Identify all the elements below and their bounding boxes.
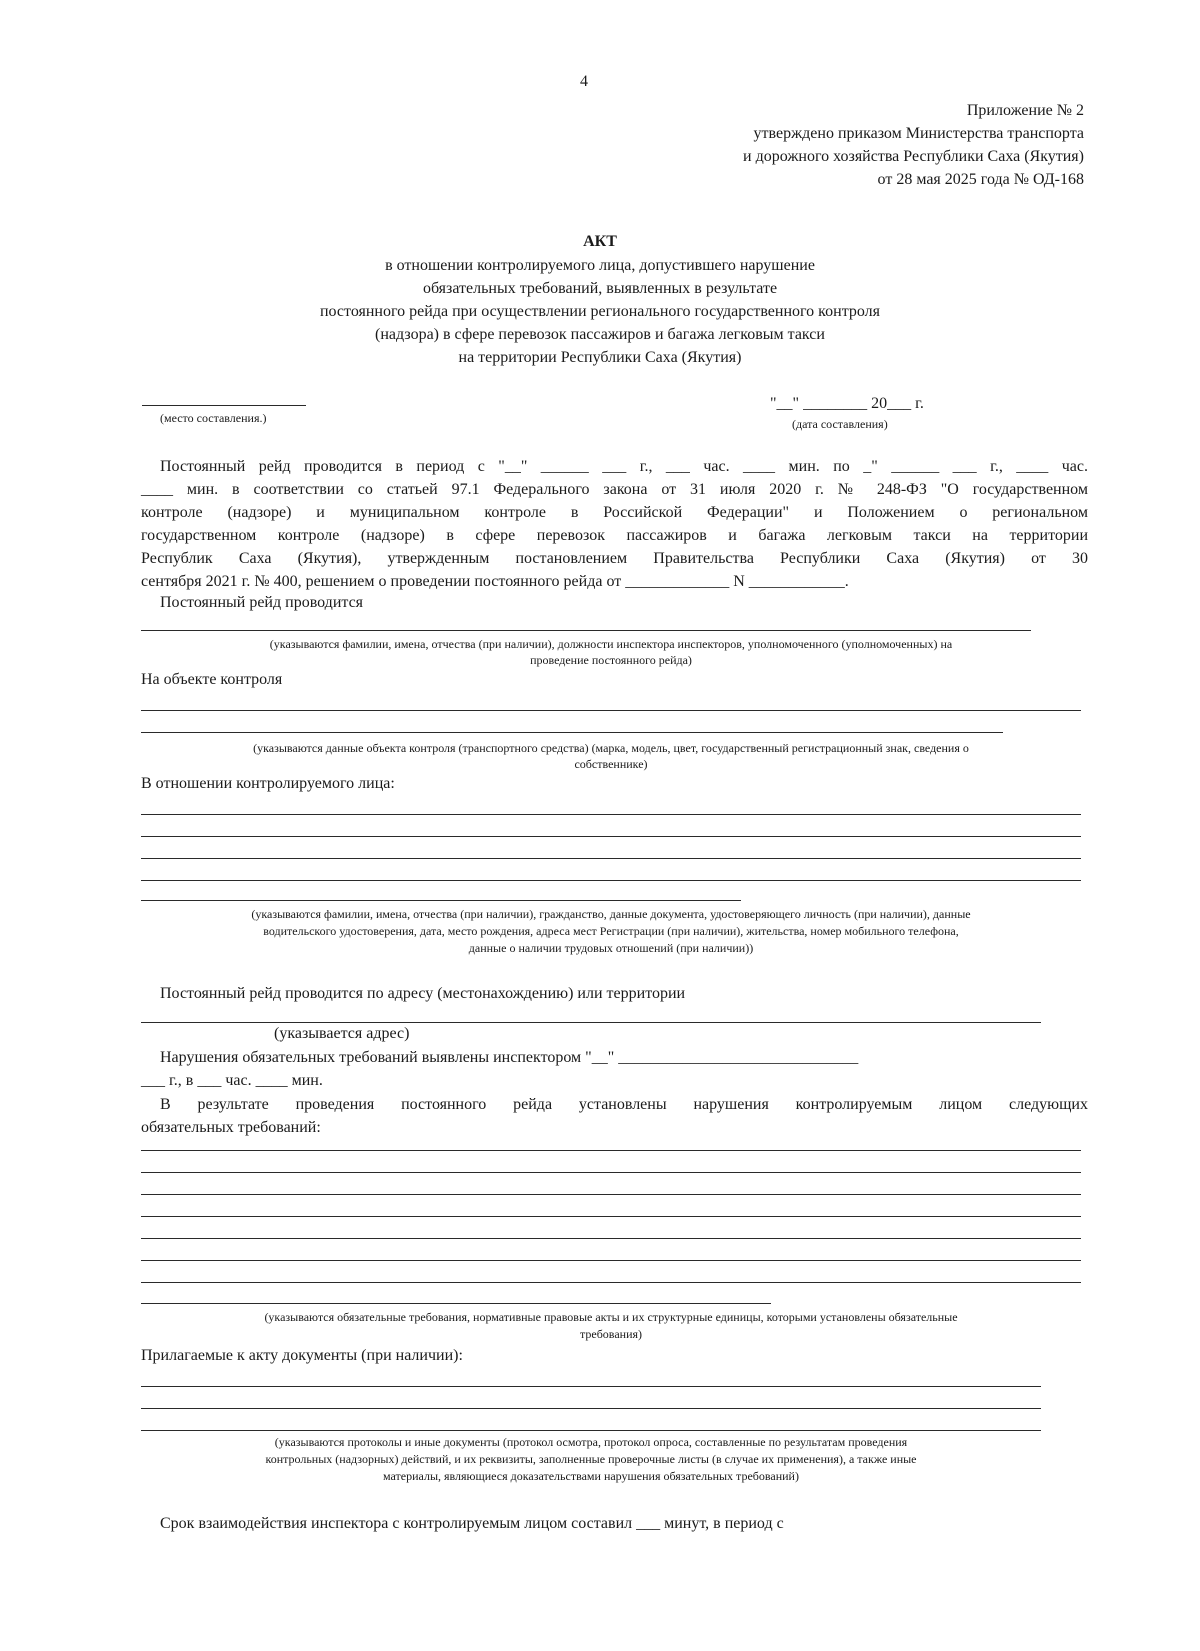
documents-blank-line-2 [141, 1408, 1041, 1409]
person-label: В отношении контролируемого лица: [141, 775, 395, 792]
address-caption: (указывается адрес) [274, 1025, 410, 1042]
period-line-7: Постоянный рейд проводится [160, 594, 364, 611]
title-line-1: в отношении контролируемого лица, допустившего нарушение [385, 257, 815, 274]
requirements-blank-line-3 [141, 1194, 1081, 1195]
documents-label: Прилагаемые к акту документы (при наличии): [141, 1347, 463, 1364]
requirements-blank-line-1 [141, 1150, 1081, 1151]
period-line-3: контроле (надзоре) и муниципальном контроле в Российской Федерации" и Положением о региональном [141, 504, 1088, 521]
person-blank-line-5 [141, 900, 741, 901]
date-caption: (дата составления) [792, 417, 888, 431]
requirements-caption-2: требования) [579, 1327, 642, 1341]
documents-caption-3: материалы, являющиеся доказательствами нарушения обязательных требований) [383, 1469, 799, 1483]
violations-line-1: Нарушения обязательных требований выявлены инспектором "__" ______________________________ [160, 1049, 859, 1066]
appendix-line-2: утверждено приказом Министерства транспорта [753, 125, 1084, 142]
requirements-caption-1: (указываются обязательные требования, нормативные правовые акты и их структурные единицы, которыми установлены обязательные [264, 1310, 958, 1324]
appendix-line-1: Приложение № 2 [966, 102, 1084, 119]
requirements-blank-line-6 [141, 1260, 1081, 1261]
period-line-1: Постоянный рейд проводится в период с "__" ______ ___ г., ___ час. ____ мин. по _" ______ ___ г., ____ час. [160, 458, 1088, 475]
violations-line-4: обязательных требований: [141, 1119, 321, 1136]
interaction-line: Срок взаимодействия инспектора с контролируемым лицом составил ___ минут, в период с [160, 1515, 784, 1532]
documents-blank-line-3 [141, 1430, 1041, 1431]
period-line-5: Республик Саха (Якутия), утвержденным постановлением Правительства Республики Саха (Якутия) от 30 [141, 550, 1088, 567]
person-caption-3: данные о наличии трудовых отношений (при наличии)) [468, 941, 754, 955]
appendix-line-3: и дорожного хозяйства Республики Саха (Якутия) [743, 148, 1084, 165]
address-label: Постоянный рейд проводится по адресу (местонахождению) или территории [160, 985, 686, 1002]
title-line-5: на территории Республики Саха (Якутия) [458, 349, 742, 366]
person-blank-line-2 [141, 836, 1081, 837]
documents-caption-2: контрольных (надзорных) действий, и их реквизиты, заполненные проверочные листы (в случае их применения), а также иные [265, 1452, 917, 1466]
requirements-blank-line-2 [141, 1172, 1081, 1173]
inspectors-blank-line [141, 630, 1031, 631]
period-line-2: ____ мин. в соответствии со статьей 97.1 Федерального закона от 31 июля 2020 г. № 248-ФЗ "О государственном [141, 481, 1088, 498]
object-blank-line-1 [141, 710, 1081, 711]
place-blank-line [142, 405, 306, 406]
title-line-4: (надзора) в сфере перевозок пассажиров и багажа легковым такси [375, 326, 825, 343]
inspectors-caption-1: (указываются фамилии, имена, отчества (при наличии), должности инспектора инспекторов, уполномоченного (уполномоченных) на [269, 637, 953, 651]
object-caption-2: собственнике) [574, 757, 648, 771]
page-number: 4 [580, 73, 588, 90]
object-blank-line-2 [141, 732, 1003, 733]
person-blank-line-3 [141, 858, 1081, 859]
title-line-3: постоянного рейда при осуществлении регионального государственного контроля [319, 303, 881, 320]
place-caption: (место составления.) [160, 411, 267, 425]
violations-line-2: ___ г., в ___ час. ____ мин. [141, 1072, 323, 1089]
requirements-blank-line-8 [141, 1303, 771, 1304]
address-blank-line [141, 1022, 1041, 1023]
documents-caption-1: (указываются протоколы и иные документы (протокол осмотра, протокол опроса, составленные по результатам проведения [274, 1435, 908, 1449]
appendix-line-4: от 28 мая 2025 года № ОД-168 [877, 171, 1084, 188]
violations-line-3: В результате проведения постоянного рейда установлены нарушения контролируемым лицом следующих [160, 1096, 1088, 1113]
person-caption-1: (указываются фамилии, имена, отчества (при наличии), гражданство, данные документа, удостоверяющего личность (при наличии), данные [251, 907, 971, 921]
person-blank-line-4 [141, 880, 1081, 881]
title-line-2: обязательных требований, выявленных в результате [422, 280, 778, 297]
date-field: "__" ________ 20___ г. [770, 395, 924, 412]
period-line-4: государственном контроле (надзоре) в сфере перевозок пассажиров и багажа легковым такси на территории [141, 527, 1088, 544]
inspectors-caption-2: проведение постоянного рейда) [530, 653, 692, 667]
requirements-blank-line-7 [141, 1282, 1081, 1283]
act-heading: АКТ [583, 233, 617, 250]
person-blank-line-1 [141, 814, 1081, 815]
requirements-blank-line-4 [141, 1216, 1081, 1217]
person-caption-2: водительского удостоверения, дата, место рождения, адреса мест Регистрации (при наличии), жительства, номер мобильного телефона, [263, 924, 959, 938]
requirements-blank-line-5 [141, 1238, 1081, 1239]
object-label: На объекте контроля [141, 671, 283, 688]
period-line-6: сентября 2021 г. № 400, решением о проведении постоянного рейда от _____________ N ____________. [141, 573, 849, 590]
documents-blank-line-1 [141, 1386, 1041, 1387]
object-caption-1: (указываются данные объекта контроля (транспортного средства) (марка, модель, цвет, государственный регистрационный знак, сведения о [253, 741, 969, 755]
